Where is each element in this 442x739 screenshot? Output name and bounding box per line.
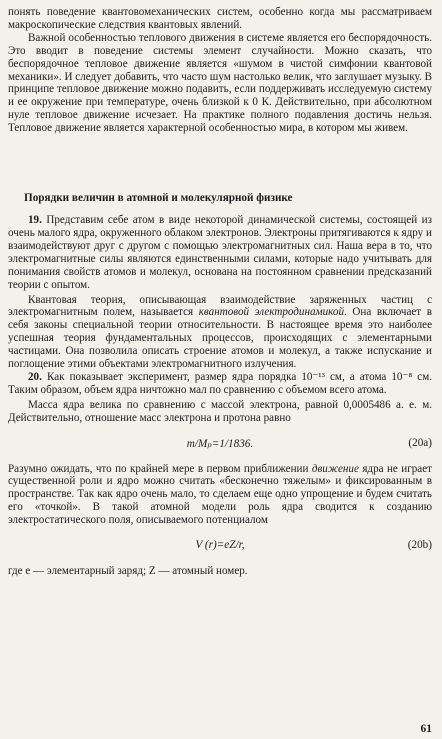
paragraph-20c [8, 463, 432, 528]
paragraph-text: . Она включает в себя законы специальной теории относительности. В настоящее время это наиболее успешная теория фундаментальных процессов, происходящих с элементарными частицами. Она позволила описать строение атомов и молекул, а также испускание и поглощение этими объектами электромагнитного излучения. [8, 306, 432, 371]
formula-20b [8, 533, 432, 559]
page-number: 61 [420, 723, 432, 735]
paragraph-19 [8, 214, 432, 291]
paragraph-continuation: понять поведение квантовомеханических систем, особенно когда мы рассматриваем макроскопические следствия квантовых явлений. [8, 6, 432, 31]
formula-expression: V (r)=eZ/r, [195, 539, 245, 552]
paragraph-text: Квантовая теория, описывающая взаимодействие заряженных частиц с электромагнитным полем, называется [8, 293, 432, 319]
paragraph-20b: Масса ядра велика по сравнению с массой электрона, равной 0,0005486 а. е. м. Действительно, отношение масс электрона и протона равно [8, 398, 432, 424]
paragraph-text: Представим себе атом в виде некоторой динамической системы, состоящей из очень малого ядра, окруженного облаком электронов. Электроны притягиваются к ядру и взаимодействуют друг с другом с помощью электромагнитных сил. Наша вера в то, что электромагнитные силы являются единственными силами, которые надо учитывать для понимания свойств атомов и молекул, основана на постоянном сравнении предсказаний теории с опытом. [8, 214, 432, 291]
formula-number: (20b) [407, 539, 432, 552]
formula-number: (20a) [408, 436, 432, 449]
section-title: Порядки величин в атомной и молекулярной физике [24, 192, 293, 205]
paragraph-text: ядра не играет существенной роли и ядро можно считать «бесконечно тяжелым» и фиксированным в пространстве. Так как ядро очень мало, то сделаем еще одно упрощение и будем считать его «точкой». В такой атомной модели роль ядра сводится к созданию электростатического поля, описываемого потенциалом [8, 462, 432, 527]
paragraph-20d: где e — элементарный заряд; Z — атомный номер. [8, 565, 248, 578]
formula-20a [8, 431, 432, 457]
paragraph-19b [8, 294, 432, 371]
section-gap [8, 135, 432, 191]
paragraph-text: Как показывает эксперимент, размер ядра порядка 10⁻¹³ см, а атома 10⁻⁸ см. Таким образом, объем ядра ничтожно мал по сравнению с объемом всего атома. [8, 370, 432, 396]
paragraph-number: 19. [28, 214, 42, 227]
paragraph-text: Разумно ожидать, что по крайней мере в первом приближении [8, 462, 312, 475]
emphasis-term: квантовой электродинамикой [198, 306, 344, 319]
emphasis-term: движение [311, 462, 359, 475]
paragraph-number: 20. [28, 370, 42, 383]
paragraph-20 [8, 371, 432, 397]
formula-expression: m/Mₚ=1/1836. [186, 437, 254, 450]
paragraph-thermal-motion: Важной особенностью теплового движения в системе является его беспорядочность. Это вводит в поведение системы элемент случайности. Можно сказать, что беспорядочное тепловое движение является «шумом в чистой симфонии квантовой механики». И следует добавить, что часто шум настолько велик, что заглушает музыку. В принципе тепловое движение можно подавить, если поддерживать исследуемую систему и ее окружение при температуре, очень близкой к 0 К. Действительно, при абсолютном нуле тепловое движение исчезает. На практике полного подавления достичь нельзя. Тепловое движение является характерной особенностью мира, в котором мы живем. [8, 31, 432, 135]
